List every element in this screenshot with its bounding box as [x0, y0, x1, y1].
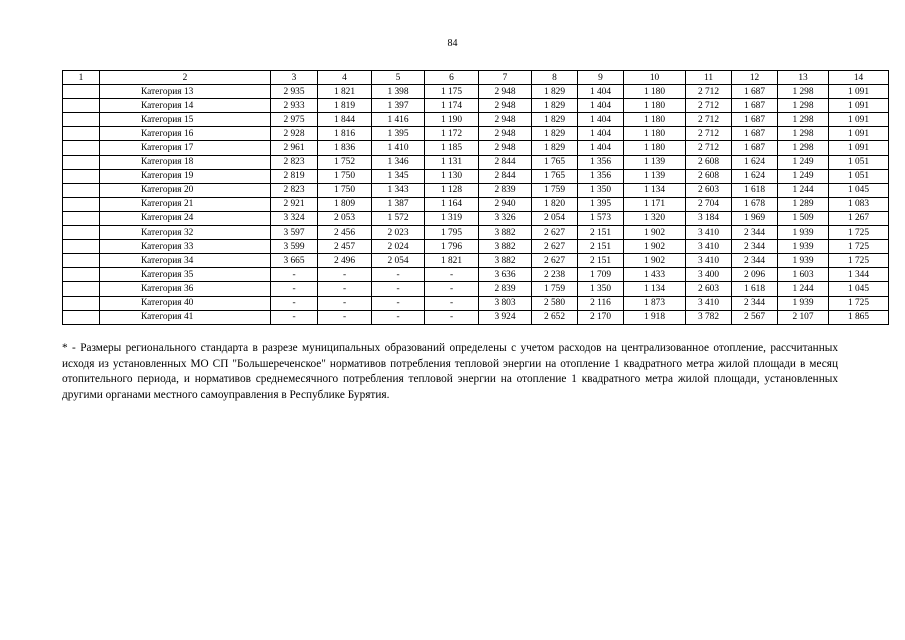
- table-cell: 2 961: [271, 141, 318, 155]
- table-cell: 1 320: [624, 211, 686, 225]
- table-cell: 1 171: [624, 197, 686, 211]
- table-cell: 1 130: [425, 169, 479, 183]
- table-cell: [63, 113, 100, 127]
- column-header: 6: [425, 71, 479, 85]
- table-cell: 1 759: [532, 282, 578, 296]
- table-cell: [63, 211, 100, 225]
- table-cell: 2 608: [686, 169, 732, 183]
- table-cell: 1 918: [624, 310, 686, 324]
- table-cell: 2 928: [271, 127, 318, 141]
- column-header: 8: [532, 71, 578, 85]
- table-cell: 1 139: [624, 155, 686, 169]
- table-cell: 2 580: [532, 296, 578, 310]
- table-cell: 1 298: [778, 113, 829, 127]
- table-cell: -: [372, 282, 425, 296]
- table-cell: 2 603: [686, 282, 732, 296]
- table-cell: 2 844: [479, 169, 532, 183]
- table-cell: 1 687: [732, 141, 778, 155]
- table-cell: 1 267: [829, 211, 889, 225]
- table-cell: -: [318, 268, 372, 282]
- table-cell: 1 725: [829, 240, 889, 254]
- table-cell: 1 185: [425, 141, 479, 155]
- table-cell: 2 948: [479, 85, 532, 99]
- table-cell: 1 873: [624, 296, 686, 310]
- table-cell: 1 319: [425, 211, 479, 225]
- table-cell: [63, 85, 100, 99]
- table-cell: 1 404: [578, 99, 624, 113]
- table-cell: 2 712: [686, 99, 732, 113]
- table-cell: 1 134: [624, 282, 686, 296]
- table-cell: 1 939: [778, 240, 829, 254]
- table-cell: 3 599: [271, 240, 318, 254]
- category-cell: Категория 18: [100, 155, 271, 169]
- table-cell: 2 054: [532, 211, 578, 225]
- table-cell: 1 051: [829, 155, 889, 169]
- table-cell: 1 345: [372, 169, 425, 183]
- table-cell: [63, 155, 100, 169]
- table-row: [63, 197, 889, 211]
- table-cell: 2 603: [686, 183, 732, 197]
- column-header: 14: [829, 71, 889, 85]
- column-header: 4: [318, 71, 372, 85]
- table-cell: 1 618: [732, 183, 778, 197]
- table-cell: 1 687: [732, 99, 778, 113]
- column-header: 10: [624, 71, 686, 85]
- table-cell: 1 816: [318, 127, 372, 141]
- table-cell: 1 725: [829, 254, 889, 268]
- table-cell: 1 821: [425, 254, 479, 268]
- table-cell: 1 750: [318, 183, 372, 197]
- table-cell: 1 180: [624, 127, 686, 141]
- table-cell: -: [372, 296, 425, 310]
- table-cell: 1 091: [829, 127, 889, 141]
- column-header: 13: [778, 71, 829, 85]
- table-cell: [63, 169, 100, 183]
- column-header: 9: [578, 71, 624, 85]
- table-cell: 1 128: [425, 183, 479, 197]
- table-cell: 1 725: [829, 296, 889, 310]
- table-cell: -: [318, 296, 372, 310]
- table-cell: -: [372, 310, 425, 324]
- table-cell: 2 023: [372, 226, 425, 240]
- table-cell: 1 356: [578, 169, 624, 183]
- table-cell: 1 387: [372, 197, 425, 211]
- table-row: [63, 183, 889, 197]
- table-cell: 1 509: [778, 211, 829, 225]
- table-cell: 1 687: [732, 85, 778, 99]
- table-cell: 1 829: [532, 113, 578, 127]
- column-header: 7: [479, 71, 532, 85]
- table-row: [63, 226, 889, 240]
- table-cell: 1 829: [532, 85, 578, 99]
- table-cell: 1 829: [532, 127, 578, 141]
- table-cell: 3 324: [271, 211, 318, 225]
- table-cell: -: [425, 268, 479, 282]
- table-cell: 1 249: [778, 169, 829, 183]
- table-cell: -: [425, 310, 479, 324]
- table-cell: 3 882: [479, 226, 532, 240]
- table-row: [63, 211, 889, 225]
- table-cell: 1 244: [778, 282, 829, 296]
- table-cell: 1 795: [425, 226, 479, 240]
- table-cell: -: [318, 310, 372, 324]
- table-cell: 1 244: [778, 183, 829, 197]
- table-cell: 2 116: [578, 296, 624, 310]
- table-cell: 3 410: [686, 240, 732, 254]
- table-cell: 2 839: [479, 183, 532, 197]
- table-cell: 2 948: [479, 99, 532, 113]
- table-cell: -: [271, 268, 318, 282]
- table-cell: 3 400: [686, 268, 732, 282]
- table-cell: 1 796: [425, 240, 479, 254]
- table-cell: 2 712: [686, 141, 732, 155]
- table-cell: [63, 268, 100, 282]
- table-cell: 1 131: [425, 155, 479, 169]
- table-cell: 1 603: [778, 268, 829, 282]
- table-row: [63, 99, 889, 113]
- table-cell: 1 939: [778, 254, 829, 268]
- table-cell: 3 665: [271, 254, 318, 268]
- column-header: 5: [372, 71, 425, 85]
- table-cell: 2 823: [271, 183, 318, 197]
- table-cell: 2 712: [686, 113, 732, 127]
- table-cell: 1 175: [425, 85, 479, 99]
- category-cell: Категория 36: [100, 282, 271, 296]
- table-cell: 2 608: [686, 155, 732, 169]
- table-cell: 2 151: [578, 254, 624, 268]
- table-cell: 3 326: [479, 211, 532, 225]
- table-cell: 1 573: [578, 211, 624, 225]
- table-cell: -: [271, 282, 318, 296]
- table-cell: 2 344: [732, 226, 778, 240]
- table-cell: 2 819: [271, 169, 318, 183]
- table-cell: [63, 127, 100, 141]
- table-cell: [63, 254, 100, 268]
- table-cell: 1 865: [829, 310, 889, 324]
- column-header: 12: [732, 71, 778, 85]
- table-cell: 2 053: [318, 211, 372, 225]
- table-row: [63, 282, 889, 296]
- table-cell: 1 759: [532, 183, 578, 197]
- table-row: [63, 85, 889, 99]
- table-cell: 2 567: [732, 310, 778, 324]
- table-cell: 1 249: [778, 155, 829, 169]
- table-cell: 1 821: [318, 85, 372, 99]
- table-cell: 2 170: [578, 310, 624, 324]
- table-cell: 1 687: [732, 113, 778, 127]
- table-cell: 1 725: [829, 226, 889, 240]
- category-cell: Категория 15: [100, 113, 271, 127]
- table-cell: 2 712: [686, 127, 732, 141]
- table-cell: 1 172: [425, 127, 479, 141]
- table-cell: 1 395: [372, 127, 425, 141]
- table-cell: 1 091: [829, 85, 889, 99]
- table-cell: 1 410: [372, 141, 425, 155]
- table-cell: 1 180: [624, 141, 686, 155]
- table-cell: 1 404: [578, 85, 624, 99]
- table-cell: 1 298: [778, 141, 829, 155]
- table-cell: 2 948: [479, 127, 532, 141]
- table-cell: 3 882: [479, 254, 532, 268]
- table-cell: 1 139: [624, 169, 686, 183]
- table-row: [63, 310, 889, 324]
- table-cell: 2 457: [318, 240, 372, 254]
- table-cell: 1 829: [532, 141, 578, 155]
- category-cell: Категория 19: [100, 169, 271, 183]
- table-cell: 2 054: [372, 254, 425, 268]
- table-cell: 1 350: [578, 282, 624, 296]
- table-cell: 2 823: [271, 155, 318, 169]
- table-cell: 3 410: [686, 296, 732, 310]
- table-cell: 1 829: [532, 99, 578, 113]
- category-cell: Категория 40: [100, 296, 271, 310]
- table-cell: 2 948: [479, 141, 532, 155]
- table-cell: 1 343: [372, 183, 425, 197]
- category-cell: Категория 13: [100, 85, 271, 99]
- table-cell: 1 289: [778, 197, 829, 211]
- table-cell: 2 344: [732, 240, 778, 254]
- table-cell: 1 752: [318, 155, 372, 169]
- category-cell: Категория 24: [100, 211, 271, 225]
- table-cell: 2 948: [479, 113, 532, 127]
- table-cell: 1 624: [732, 155, 778, 169]
- table-cell: 2 344: [732, 296, 778, 310]
- table-cell: 1 820: [532, 197, 578, 211]
- category-cell: Категория 14: [100, 99, 271, 113]
- category-cell: Категория 33: [100, 240, 271, 254]
- category-cell: Категория 32: [100, 226, 271, 240]
- table-cell: 1 134: [624, 183, 686, 197]
- table-cell: 1 969: [732, 211, 778, 225]
- table-cell: 3 410: [686, 254, 732, 268]
- table-cell: 2 839: [479, 282, 532, 296]
- table-cell: 3 184: [686, 211, 732, 225]
- table-cell: 1 298: [778, 85, 829, 99]
- table-cell: 3 803: [479, 296, 532, 310]
- table-cell: 2 151: [578, 226, 624, 240]
- column-header: 3: [271, 71, 318, 85]
- table-cell: 3 782: [686, 310, 732, 324]
- table-row: [63, 268, 889, 282]
- column-header: 11: [686, 71, 732, 85]
- table-cell: 1 687: [732, 127, 778, 141]
- table-cell: 1 836: [318, 141, 372, 155]
- table-cell: 2 933: [271, 99, 318, 113]
- table-cell: 1 091: [829, 141, 889, 155]
- table-cell: 1 404: [578, 127, 624, 141]
- table-cell: 2 921: [271, 197, 318, 211]
- table-cell: [63, 99, 100, 113]
- table-cell: 1 819: [318, 99, 372, 113]
- table-cell: 1 902: [624, 254, 686, 268]
- column-header: 1: [63, 71, 100, 85]
- table-cell: 3 882: [479, 240, 532, 254]
- table-row: [63, 127, 889, 141]
- category-cell: Категория 20: [100, 183, 271, 197]
- table-cell: -: [318, 282, 372, 296]
- category-cell: Категория 35: [100, 268, 271, 282]
- table-cell: -: [372, 268, 425, 282]
- table-cell: [63, 282, 100, 296]
- table-row: [63, 155, 889, 169]
- table-cell: 1 045: [829, 282, 889, 296]
- table-cell: 2 107: [778, 310, 829, 324]
- table-cell: 1 433: [624, 268, 686, 282]
- table-cell: 2 712: [686, 85, 732, 99]
- table-cell: 1 709: [578, 268, 624, 282]
- column-header: 2: [100, 71, 271, 85]
- table-cell: 1 416: [372, 113, 425, 127]
- table-cell: 2 344: [732, 254, 778, 268]
- table-cell: 1 844: [318, 113, 372, 127]
- table-cell: 1 404: [578, 141, 624, 155]
- table-cell: 1 618: [732, 282, 778, 296]
- category-cell: Категория 17: [100, 141, 271, 155]
- category-cell: Категория 34: [100, 254, 271, 268]
- table-cell: 1 190: [425, 113, 479, 127]
- table-cell: 1 939: [778, 296, 829, 310]
- table-cell: 1 164: [425, 197, 479, 211]
- table-header-row: [63, 71, 889, 85]
- table-cell: [63, 240, 100, 254]
- table-cell: 2 704: [686, 197, 732, 211]
- table-cell: 1 344: [829, 268, 889, 282]
- table-cell: 1 051: [829, 169, 889, 183]
- table-cell: 3 924: [479, 310, 532, 324]
- table-cell: 1 298: [778, 127, 829, 141]
- table-row: [63, 240, 889, 254]
- table-cell: 2 935: [271, 85, 318, 99]
- table-cell: 1 298: [778, 99, 829, 113]
- table-cell: [63, 183, 100, 197]
- table-cell: 2 940: [479, 197, 532, 211]
- table-cell: 2 096: [732, 268, 778, 282]
- table-cell: 1 678: [732, 197, 778, 211]
- table-cell: [63, 141, 100, 155]
- table-cell: [63, 296, 100, 310]
- table-cell: 1 765: [532, 169, 578, 183]
- table-cell: 2 496: [318, 254, 372, 268]
- table-cell: 1 083: [829, 197, 889, 211]
- category-cell: Категория 16: [100, 127, 271, 141]
- table-cell: 1 397: [372, 99, 425, 113]
- table-cell: 1 572: [372, 211, 425, 225]
- table-row: [63, 141, 889, 155]
- table-cell: 2 238: [532, 268, 578, 282]
- table-cell: 1 750: [318, 169, 372, 183]
- table-cell: -: [271, 296, 318, 310]
- table-cell: -: [425, 282, 479, 296]
- table-row: [63, 254, 889, 268]
- footnote: * - Размеры регионального стандарта в разрезе муниципальных образований определены с учетом расходов на централизованное отопление, рассчитанных исходя из установленных МО СП "Большереченское" нормативов потребления тепловой энергии на отопление 1 квадратного метра жилой площади в месяц отопительного периода, и нормативов среднемесячного потребления тепловой энергии на отопление 1 квадратного метра жилой площади, установленных другими органами местного самоуправления в Республике Бурятия.: [62, 342, 838, 401]
- table-cell: 1 045: [829, 183, 889, 197]
- table-cell: 1 939: [778, 226, 829, 240]
- table-cell: 2 627: [532, 226, 578, 240]
- table-cell: 2 844: [479, 155, 532, 169]
- table-cell: 2 456: [318, 226, 372, 240]
- table-cell: [63, 226, 100, 240]
- table-cell: 1 174: [425, 99, 479, 113]
- table-cell: 1 091: [829, 99, 889, 113]
- table-cell: 1 624: [732, 169, 778, 183]
- table-cell: 1 180: [624, 113, 686, 127]
- table-cell: 1 395: [578, 197, 624, 211]
- table-cell: 1 765: [532, 155, 578, 169]
- table-row: [63, 296, 889, 310]
- table-cell: [63, 310, 100, 324]
- table-row: [63, 169, 889, 183]
- table-cell: 2 024: [372, 240, 425, 254]
- table-cell: 3 410: [686, 226, 732, 240]
- table-cell: 2 975: [271, 113, 318, 127]
- table-cell: 1 350: [578, 183, 624, 197]
- table-cell: -: [271, 310, 318, 324]
- table-cell: 2 627: [532, 240, 578, 254]
- table-cell: 1 398: [372, 85, 425, 99]
- table-cell: 1 356: [578, 155, 624, 169]
- table-cell: 1 902: [624, 226, 686, 240]
- table-cell: 1 809: [318, 197, 372, 211]
- table-cell: 1 404: [578, 113, 624, 127]
- table-cell: 1 346: [372, 155, 425, 169]
- category-cell: Категория 41: [100, 310, 271, 324]
- page-number: 84: [447, 38, 458, 49]
- table-cell: 2 627: [532, 254, 578, 268]
- table-row: [63, 113, 889, 127]
- table-cell: -: [425, 296, 479, 310]
- table-cell: 1 180: [624, 85, 686, 99]
- table-cell: 1 091: [829, 113, 889, 127]
- table-cell: 3 636: [479, 268, 532, 282]
- table-cell: 2 652: [532, 310, 578, 324]
- category-cell: Категория 21: [100, 197, 271, 211]
- table-cell: 3 597: [271, 226, 318, 240]
- table-cell: [63, 197, 100, 211]
- table-cell: 2 151: [578, 240, 624, 254]
- table-cell: 1 902: [624, 240, 686, 254]
- table-cell: 1 180: [624, 99, 686, 113]
- data-table: [62, 70, 889, 325]
